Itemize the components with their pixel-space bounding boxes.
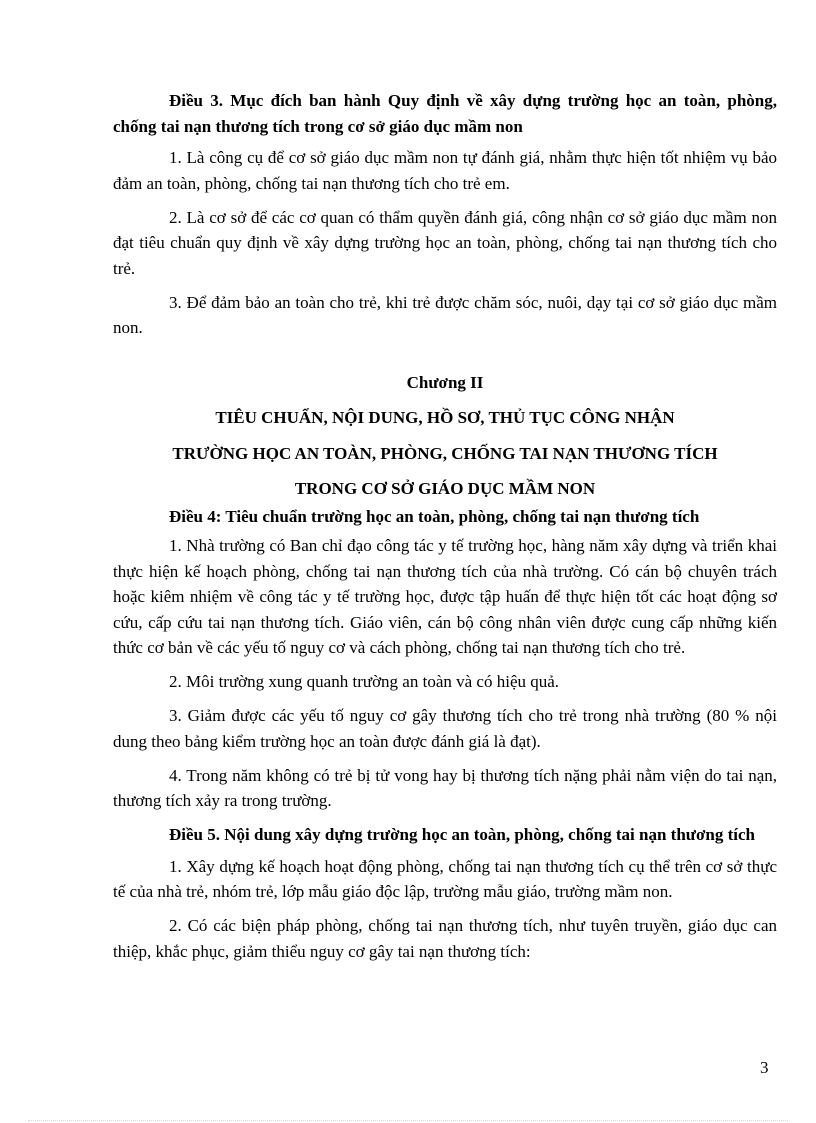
article-3-heading: Điều 3. Mục đích ban hành Quy định về xây dựng trường học an toàn, phòng, chống tai nạn thương tích trong cơ sở giáo dục mầm non <box>113 91 777 136</box>
article-5-paragraph: 1. Xây dựng kế hoạch hoạt động phòng, chống tai nạn thương tích cụ thể trên cơ sở thực tế của nhà trẻ, nhóm trẻ, lớp mẫu giáo độc lập, trường mẫu giáo, trường mầm non. <box>113 856 777 901</box>
chapter-title-line: TRƯỜNG HỌC AN TOÀN, PHÒNG, CHỐNG TAI NẠN THƯƠNG TÍCH <box>172 443 718 463</box>
article-3-paragraph: 2. Là cơ sở để các cơ quan có thẩm quyền đánh giá, công nhận cơ sở giáo dục mầm non đạt tiêu chuẩn quy định về xây dựng trường học an toàn, phòng, chống tai nạn thương tích cho trẻ. <box>113 207 777 278</box>
page-number: 3 <box>760 1058 769 1077</box>
article-4-paragraph: 1. Nhà trường có Ban chỉ đạo công tác y tế trường học, hàng năm xây dựng và triển khai thực hiện kế hoạch phòng, chống tai nạn thương tích của nhà trường. Có cán bộ chuyên trách hoặc kiêm nhiệm về công tác y tế trường học, được tập huấn để thực hiện tốt các hoạt động sơ cứu, cấp cứu tai nạn thương tích. Giáo viên, cán bộ công nhân viên được cung cấp những kiến thức cơ bản về các yếu tố nguy cơ và cách phòng, chống tai nạn thương tích cho trẻ. <box>113 536 777 657</box>
article-5-heading: Điều 5. Nội dung xây dựng trường học an toàn, phòng, chống tai nạn thương tích <box>169 825 756 844</box>
article-3-paragraph: 1. Là công cụ để cơ sở giáo dục mầm non tự đánh giá, nhằm thực hiện tốt nhiệm vụ bảo đảm an toàn, phòng, chống tai nạn thương tích cho trẻ em. <box>113 148 777 193</box>
page-content <box>113 88 777 973</box>
article-3-paragraph: 3. Để đảm bảo an toàn cho trẻ, khi trẻ được chăm sóc, nuôi, dạy tại cơ sở giáo dục mầm non. <box>113 292 777 337</box>
chapter-title-line: TRONG CƠ SỞ GIÁO DỤC MẦM NON <box>294 479 596 498</box>
footer-divider <box>28 1120 788 1121</box>
article-5-paragraph: 2. Có các biện pháp phòng, chống tai nạn thương tích, như tuyên truyền, giáo dục can thiệp, khắc phục, giảm thiểu nguy cơ gây tai nạn thương tích: <box>113 916 777 961</box>
chapter-title-line: TIÊU CHUẨN, NỘI DUNG, HỒ SƠ, THỦ TỤC CÔNG NHẬN <box>215 408 675 427</box>
chapter-heading <box>113 370 777 502</box>
article-4-paragraph: 3. Giảm được các yếu tố nguy cơ gây thương tích cho trẻ trong nhà trường (80 % nội dung theo bảng kiểm trường học an toàn được đánh giá là đạt). <box>113 706 777 751</box>
article-4-heading: Điều 4: Tiêu chuẩn trường học an toàn, phòng, chống tai nạn thương tích <box>169 506 700 526</box>
chapter-number: Chương II <box>406 372 484 392</box>
article-4-paragraph: 2. Môi trường xung quanh trường an toàn và có hiệu quả. <box>169 672 560 691</box>
article-4-paragraph: 4. Trong năm không có trẻ bị tử vong hay bị thương tích nặng phải nằm viện do tai nạn, thương tích xảy ra trong trường. <box>113 765 777 810</box>
